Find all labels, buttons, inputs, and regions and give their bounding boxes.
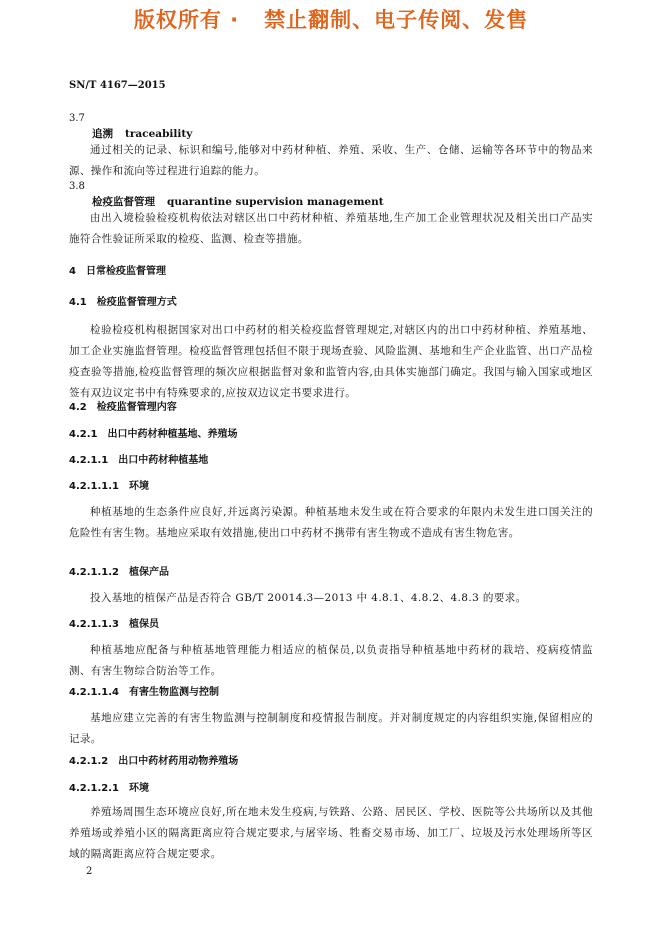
section-4-2-1-1-3-body: 种植基地应配备与种植基地管理能力相适应的植保员,以负责指导种植基地中药材的栽培、疫病疫情监测、有害生物综合防治等工作。	[69, 644, 593, 677]
section-4-2-1-1-3-number: 4.2.1.1.3	[69, 619, 119, 630]
section-4-heading	[69, 261, 593, 282]
section-4-2-1-2-number: 4.2.1.2	[69, 756, 109, 767]
section-4-2-1-2-1-body: 养殖场周围生态环境应良好,所在地未发生疫病,与铁路、公路、居民区、学校、医院等公共场所以及其他养殖场或养殖小区的隔离距离应符合规定要求,与屠宰场、牲畜交易市场、加工厂、垃圾及污水处理场所等区域的隔离距离应符合规定要求。	[69, 806, 593, 860]
section-4-2-1-1-title: 出口中药材种植基地	[118, 455, 209, 466]
section-4-2-1-1-heading	[69, 450, 593, 471]
section-4-2-1-2-1-heading	[69, 778, 593, 799]
section-4-2-number: 4.2	[69, 402, 87, 413]
standard-code: SN/T 4167—2015	[69, 80, 166, 91]
section-4-2-1-1-2-body: 投入基地的植保产品是否符合 GB/T 20014.3—2013 中 4.8.1、4.8.2、4.8.3 的要求。	[90, 592, 527, 604]
term-3-7-number: 3.7	[69, 113, 85, 124]
section-4-2-1-2-heading	[69, 751, 593, 772]
section-4-2-1-title: 出口中药材种植基地、养殖场	[107, 429, 238, 440]
copyright-banner: 版权所有 · 禁止翻制、电子传阅、发售	[133, 8, 529, 32]
term-3-7-zh: 追溯	[92, 128, 113, 140]
section-4-2-title: 检疫监督管理内容	[96, 402, 177, 413]
section-4-2-1-1-4-number: 4.2.1.1.4	[69, 687, 119, 698]
section-4-2-1-1-2-title: 植保产品	[129, 567, 169, 578]
section-4-2-1-heading	[69, 424, 593, 445]
section-4-2-1-1-number: 4.2.1.1	[69, 455, 109, 466]
section-4-number: 4	[69, 266, 76, 277]
section-4-title: 日常检疫监督管理	[85, 266, 166, 277]
section-4-2-1-2-1-title: 环境	[129, 783, 149, 794]
section-4-2-1-2-title: 出口中药材药用动物养殖场	[118, 756, 239, 767]
section-4-1-number: 4.1	[69, 297, 87, 308]
section-4-1-title: 检疫监督管理方式	[96, 297, 177, 308]
term-3-8-zh: 检疫监督管理	[92, 196, 155, 208]
section-4-2-1-number: 4.2.1	[69, 429, 98, 440]
page-number: 2	[86, 866, 93, 877]
section-4-2-1-1-2-heading	[69, 562, 593, 583]
term-3-8-number: 3.8	[69, 181, 85, 192]
section-4-2-1-1-3-heading	[69, 614, 593, 635]
section-4-1-heading	[69, 292, 593, 313]
section-4-2-1-1-2-number: 4.2.1.1.2	[69, 567, 119, 578]
section-4-2-1-1-1-body: 种植基地的生态条件应良好,并远离污染源。种植基地未发生或在符合要求的年限内未发生进口国关注的危险性有害生物。基地应采取有效措施,使出口中药材不携带有害生物或不造成有害生物危害。	[69, 506, 593, 539]
section-4-2-1-1-4-title: 有害生物监测与控制	[129, 687, 219, 698]
section-4-2-1-1-1-number: 4.2.1.1.1	[69, 481, 119, 492]
section-4-1-body: 检验检疫机构根据国家对出口中药材的相关检疫监督管理规定,对辖区内的出口中药材种植、养殖基地、加工企业实施监督管理。检疫监督管理包括但不限于现场查验、风险监测、基地和生产企业监管、出口产品检疫查验等措施,检疫监督管理的频次应根据监督对象和监管内容,由具体实施部门确定。我国与输入国家或地区签有双边议定书中有特殊要求的,应按双边议定书要求进行。	[69, 324, 593, 399]
term-3-7-definition: 通过相关的记录、标识和编号,能够对中药材种植、养殖、采收、生产、仓储、运输等各环节中的物品来源、操作和流向等过程进行追踪的能力。	[69, 144, 593, 177]
term-3-8-definition: 由出入境检验检疫机构依法对辖区出口中药材种植、养殖基地,生产加工企业管理状况及相关出口产品实施符合性验证所采取的检疫、监测、检查等措施。	[69, 212, 593, 245]
section-4-2-1-1-3-title: 植保员	[129, 619, 159, 630]
section-4-2-1-1-4-body: 基地应建立完善的有害生物监测与控制制度和疫情报告制度。并对制度规定的内容组织实施,保留相应的记录。	[69, 712, 593, 745]
section-4-2-1-1-1-title: 环境	[129, 481, 149, 492]
term-3-8-en: quarantine supervision management	[167, 196, 384, 208]
term-3-7-en: traceability	[125, 128, 193, 140]
section-4-2-heading	[69, 397, 593, 418]
section-4-2-1-1-4-heading	[69, 682, 593, 703]
section-4-2-1-1-1-heading	[69, 476, 593, 497]
section-4-2-1-2-1-number: 4.2.1.2.1	[69, 783, 119, 794]
